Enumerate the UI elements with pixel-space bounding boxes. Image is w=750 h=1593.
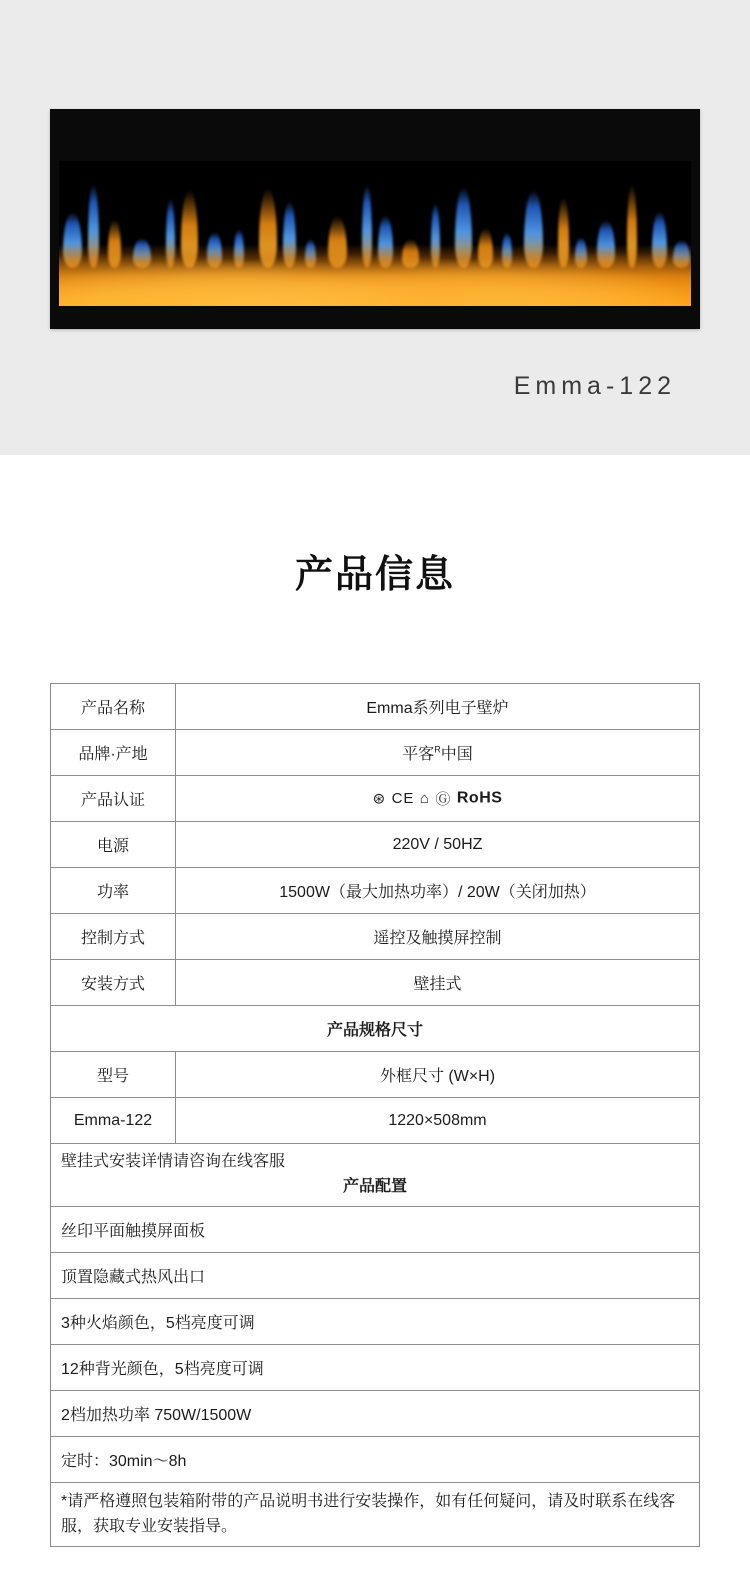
table-row bbox=[51, 1144, 700, 1207]
table-row bbox=[51, 1098, 700, 1144]
certification-marks bbox=[176, 776, 700, 822]
product-info-section bbox=[0, 455, 750, 1573]
size-model: Emma-122 bbox=[51, 1098, 176, 1144]
config-item: 12种背光颜色，5档亮度可调 bbox=[51, 1344, 700, 1390]
ce-mark-icon: CE bbox=[391, 790, 415, 807]
table-row bbox=[51, 914, 700, 960]
registered-mark-icon: R bbox=[434, 744, 441, 755]
table-row bbox=[51, 1436, 700, 1482]
hero-banner bbox=[0, 0, 750, 455]
table-row bbox=[51, 960, 700, 1006]
spec-label: 功率 bbox=[51, 868, 176, 914]
size-column-label: 型号 bbox=[51, 1052, 176, 1098]
config-item: 顶置隐藏式热风出口 bbox=[51, 1252, 700, 1298]
ccc-mark-icon: ⊛ bbox=[372, 790, 387, 808]
config-item: 2档加热功率 750W/1500W bbox=[51, 1390, 700, 1436]
table-row bbox=[51, 1390, 700, 1436]
size-dimensions: 1220×508mm bbox=[176, 1098, 700, 1144]
table-row bbox=[51, 1006, 700, 1052]
table-row bbox=[51, 868, 700, 914]
table-row bbox=[51, 1482, 700, 1546]
config-item: 定时：30min～8h bbox=[51, 1436, 700, 1482]
gs-mark-icon: Ⓖ bbox=[435, 791, 452, 808]
config-section-header: 产品配置 bbox=[342, 1177, 407, 1195]
spec-value: 壁挂式 bbox=[176, 960, 700, 1006]
table-row bbox=[51, 1252, 700, 1298]
spec-label: 安装方式 bbox=[51, 960, 176, 1006]
fireplace-flame-window bbox=[59, 161, 691, 306]
table-row bbox=[51, 1344, 700, 1390]
install-note-cell bbox=[51, 1144, 700, 1207]
origin-country: 中国 bbox=[440, 746, 473, 763]
spec-value: 遥控及触摸屏控制 bbox=[176, 914, 700, 960]
table-row bbox=[51, 1298, 700, 1344]
weee-mark-icon: ⌂ bbox=[419, 790, 430, 807]
spec-label: 控制方式 bbox=[51, 914, 176, 960]
spec-label: 电源 bbox=[51, 822, 176, 868]
product-image-fireplace bbox=[50, 109, 700, 329]
config-item: 3种火焰颜色，5档亮度可调 bbox=[51, 1298, 700, 1344]
config-item: 丝印平面触摸屏面板 bbox=[51, 1206, 700, 1252]
table-row bbox=[51, 776, 700, 822]
footer-note: *请严格遵照包装箱附带的产品说明书进行安装操作，如有任何疑问，请及时联系在线客服，获取专业安装指导。 bbox=[51, 1482, 700, 1546]
table-row bbox=[51, 1052, 700, 1098]
spec-table bbox=[50, 683, 700, 1547]
install-note: 壁挂式安装详情请咨询在线客服 bbox=[61, 1153, 286, 1170]
table-row bbox=[51, 1206, 700, 1252]
spec-value: 220V / 50HZ bbox=[176, 822, 700, 868]
table-row bbox=[51, 822, 700, 868]
size-section-header: 产品规格尺寸 bbox=[51, 1006, 700, 1052]
size-column-value: 外框尺寸 (W×H) bbox=[176, 1052, 700, 1098]
ember-bed bbox=[59, 244, 691, 306]
spec-label: 品牌·产地 bbox=[51, 730, 176, 776]
spec-value: Emma系列电子壁炉 bbox=[176, 684, 700, 730]
page-title: 产品信息 bbox=[294, 554, 455, 596]
table-row bbox=[51, 730, 700, 776]
brand-name: 平客 bbox=[402, 746, 435, 763]
spec-label: 产品认证 bbox=[51, 776, 176, 822]
spec-value bbox=[176, 730, 700, 776]
spec-value: 1500W（最大加热功率）/ 20W（关闭加热） bbox=[176, 868, 700, 914]
spec-label: 产品名称 bbox=[51, 684, 176, 730]
hero-model-label: Emma-122 bbox=[513, 372, 676, 400]
rohs-mark-icon: RoHS bbox=[456, 789, 503, 807]
table-row bbox=[51, 684, 700, 730]
